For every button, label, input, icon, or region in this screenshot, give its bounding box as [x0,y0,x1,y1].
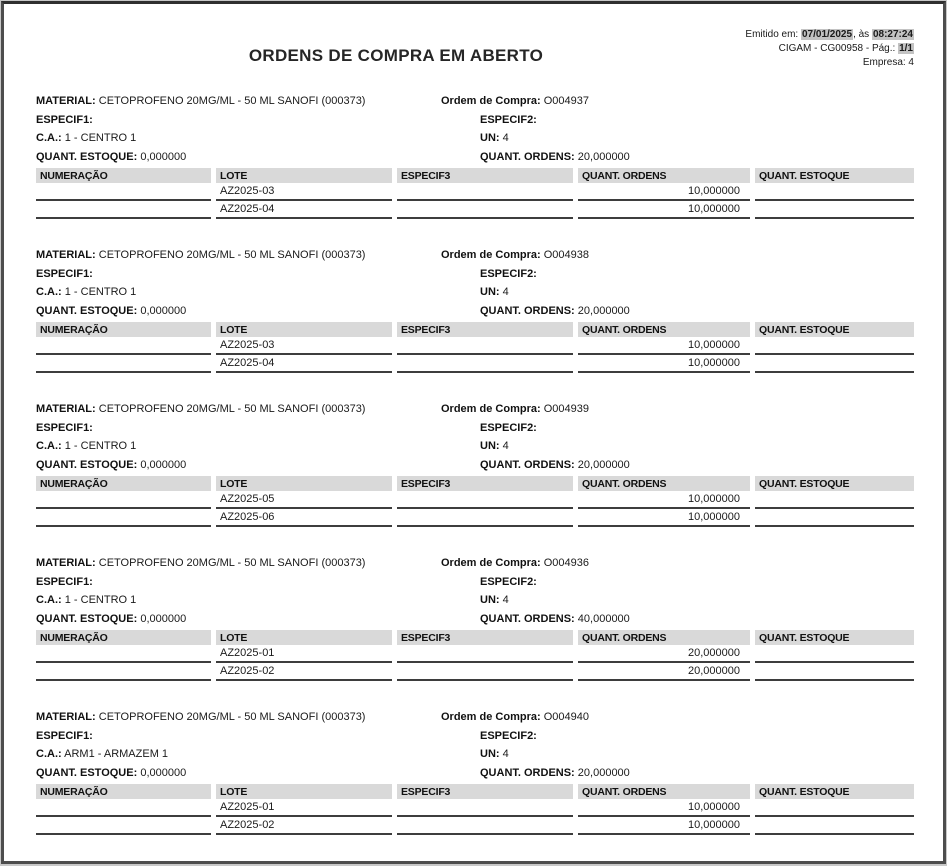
column-header-lote: LOTE [216,784,392,799]
ordem-de-compra-field [441,246,914,265]
report-page [1,1,946,864]
un-value: 4 [502,440,509,452]
report-header [36,4,914,70]
cell-quant-estoque [755,337,914,355]
table-row [36,183,914,201]
quant-ordens-field [441,764,914,783]
material-value: CETOPROFENO 20MG/ML - 50 ML SANOFI (000373) [98,711,366,723]
ca-field [36,591,441,610]
quant-estoque-field [36,764,441,783]
material-value: CETOPROFENO 20MG/ML - 50 ML SANOFI (000373) [98,249,366,261]
column-header-lote: LOTE [216,322,392,337]
cell-quant-estoque [755,663,914,681]
ordem-de-compra-label: Ordem de Compra: [441,403,541,415]
emitted-middle: , às [853,29,872,40]
cell-especif3 [397,663,573,681]
material-value: CETOPROFENO 20MG/ML - 50 ML SANOFI (000373) [98,95,366,107]
lots-table-header [36,784,914,799]
quant-ordens-label: QUANT. ORDENS: [480,766,575,779]
especif1-field [36,727,441,746]
ordem-de-compra-value: O004938 [543,249,589,261]
un-field [441,129,914,148]
cell-numeracao [36,337,211,355]
quant-estoque-label: QUANT. ESTOQUE: [36,612,138,625]
emitted-timestamp [716,28,914,42]
column-header-especif3: ESPECIF3 [397,784,573,799]
cell-quant-estoque [755,817,914,835]
material-field [36,708,441,727]
ordem-de-compra-label: Ordem de Compra: [441,249,541,261]
material-label: MATERIAL: [36,249,96,261]
column-header-lote: LOTE [216,476,392,491]
lots-table [36,630,914,681]
material-field [36,92,441,111]
un-value: 4 [502,748,509,760]
ca-value: ARM1 - ARMAZEM 1 [64,748,169,760]
right-fields [441,92,914,166]
cell-quant-ordens: 10,000000 [578,491,750,509]
cell-quant-estoque [755,183,914,201]
order-fields [36,92,914,166]
cell-quant-ordens: 10,000000 [578,183,750,201]
quant-estoque-value: 0,000000 [140,304,187,317]
especif1-label: ESPECIF1: [36,267,93,280]
lots-table [36,784,914,835]
ca-label: C.A.: [36,440,62,452]
column-header-especif3: ESPECIF3 [397,168,573,183]
cell-numeracao [36,509,211,527]
quant-ordens-value: 20,000000 [577,150,630,163]
quant-estoque-label: QUANT. ESTOQUE: [36,458,138,471]
un-field [441,591,914,610]
un-value: 4 [502,594,509,606]
ca-label: C.A.: [36,594,62,606]
un-label: UN: [480,748,500,760]
cell-quant-ordens: 10,000000 [578,817,750,835]
quant-estoque-field [36,148,441,167]
column-header-quant-ordens: QUANT. ORDENS [578,168,750,183]
order-fields [36,400,914,474]
column-header-quant-estoque: QUANT. ESTOQUE [755,322,914,337]
column-header-quant-estoque: QUANT. ESTOQUE [755,168,914,183]
cell-especif3 [397,201,573,219]
especif2-field [441,727,914,746]
ca-field [36,283,441,302]
order-section [36,246,914,373]
ordem-de-compra-value: O004940 [543,711,589,723]
ordem-de-compra-field [441,92,914,111]
cell-especif3 [397,337,573,355]
quant-ordens-field [441,148,914,167]
material-label: MATERIAL: [36,711,96,723]
cell-quant-ordens: 20,000000 [578,645,750,663]
column-header-lote: LOTE [216,630,392,645]
ordem-de-compra-label: Ordem de Compra: [441,711,541,723]
quant-estoque-value: 0,000000 [140,612,187,625]
material-field [36,246,441,265]
cell-numeracao [36,645,211,663]
ca-label: C.A.: [36,132,62,144]
lots-table-header [36,630,914,645]
column-header-especif3: ESPECIF3 [397,630,573,645]
material-label: MATERIAL: [36,557,96,569]
order-fields [36,554,914,628]
cell-especif3 [397,799,573,817]
cell-especif3 [397,183,573,201]
column-header-numeracao: NUMERAÇÃO [36,784,211,799]
material-label: MATERIAL: [36,95,96,107]
quant-estoque-field [36,610,441,629]
table-row [36,645,914,663]
left-fields [36,246,441,320]
un-label: UN: [480,286,500,298]
table-row [36,663,914,681]
table-row [36,355,914,373]
lots-table-header [36,476,914,491]
cell-quant-ordens: 10,000000 [578,509,750,527]
table-row [36,509,914,527]
quant-ordens-field [441,302,914,321]
quant-ordens-label: QUANT. ORDENS: [480,612,575,625]
cell-numeracao [36,817,211,835]
column-header-quant-estoque: QUANT. ESTOQUE [755,476,914,491]
left-fields [36,92,441,166]
ca-value: 1 - CENTRO 1 [64,594,137,606]
right-fields [441,708,914,782]
cell-lote: AZ2025-05 [216,491,392,509]
cell-lote: AZ2025-03 [216,337,392,355]
ca-label: C.A.: [36,748,62,760]
cell-especif3 [397,355,573,373]
especif2-field [441,573,914,592]
quant-estoque-value: 0,000000 [140,458,187,471]
cell-quant-estoque [755,355,914,373]
column-header-quant-ordens: QUANT. ORDENS [578,784,750,799]
company-number: Empresa: 4 [862,57,914,68]
un-label: UN: [480,132,500,144]
cell-especif3 [397,491,573,509]
cell-quant-ordens: 10,000000 [578,799,750,817]
especif1-field [36,111,441,130]
cell-numeracao [36,201,211,219]
cell-quant-estoque [755,201,914,219]
un-field [441,283,914,302]
order-section [36,554,914,681]
ordem-de-compra-field [441,400,914,419]
cell-especif3 [397,645,573,663]
especif2-field [441,265,914,284]
un-value: 4 [502,132,509,144]
right-fields [441,246,914,320]
especif2-label: ESPECIF2: [480,575,537,588]
right-fields [441,554,914,628]
especif2-label: ESPECIF2: [480,267,537,280]
ordem-de-compra-value: O004936 [543,557,589,569]
especif2-label: ESPECIF2: [480,113,537,126]
lots-table [36,476,914,527]
cell-numeracao [36,355,211,373]
column-header-lote: LOTE [216,168,392,183]
material-value: CETOPROFENO 20MG/ML - 50 ML SANOFI (000373) [98,557,366,569]
material-field [36,554,441,573]
cell-quant-ordens: 10,000000 [578,355,750,373]
left-fields [36,400,441,474]
system-line-prefix: CIGAM - CG00958 - Pág.: [778,43,899,54]
ca-value: 1 - CENTRO 1 [64,440,137,452]
ordem-de-compra-label: Ordem de Compra: [441,95,541,107]
quant-estoque-value: 0,000000 [140,766,187,779]
cell-lote: AZ2025-04 [216,355,392,373]
especif1-label: ESPECIF1: [36,575,93,588]
emitted-prefix: Emitido em: [745,29,801,40]
un-field [441,745,914,764]
report-id-page [716,42,914,56]
order-section [36,708,914,835]
column-header-especif3: ESPECIF3 [397,322,573,337]
cell-numeracao [36,183,211,201]
ordem-de-compra-value: O004939 [543,403,589,415]
lots-table [36,168,914,219]
lots-table-header [36,322,914,337]
especif2-label: ESPECIF2: [480,421,537,434]
ca-value: 1 - CENTRO 1 [64,132,137,144]
lots-table [36,322,914,373]
quant-ordens-label: QUANT. ORDENS: [480,304,575,317]
cell-quant-ordens: 10,000000 [578,201,750,219]
title-zone [36,28,716,70]
table-row [36,491,914,509]
quant-ordens-field [441,610,914,629]
material-label: MATERIAL: [36,403,96,415]
cell-quant-ordens: 10,000000 [578,337,750,355]
table-row [36,817,914,835]
order-fields [36,246,914,320]
material-field [36,400,441,419]
cell-lote: AZ2025-04 [216,201,392,219]
order-fields [36,708,914,782]
column-header-numeracao: NUMERAÇÃO [36,476,211,491]
quant-estoque-field [36,302,441,321]
column-header-quant-estoque: QUANT. ESTOQUE [755,784,914,799]
cell-lote: AZ2025-06 [216,509,392,527]
table-row [36,799,914,817]
column-header-numeracao: NUMERAÇÃO [36,168,211,183]
cell-numeracao [36,663,211,681]
order-section [36,400,914,527]
quant-estoque-label: QUANT. ESTOQUE: [36,766,138,779]
cell-lote: AZ2025-01 [216,799,392,817]
ordem-de-compra-field [441,708,914,727]
emitted-date-highlight: 07/01/2025 [802,29,853,40]
cell-numeracao [36,491,211,509]
ca-field [36,437,441,456]
cell-quant-estoque [755,491,914,509]
quant-estoque-label: QUANT. ESTOQUE: [36,150,138,163]
ca-label: C.A.: [36,286,62,298]
cell-lote: AZ2025-03 [216,183,392,201]
quant-ordens-value: 20,000000 [577,766,630,779]
quant-ordens-label: QUANT. ORDENS: [480,458,575,471]
table-row [36,337,914,355]
ordem-de-compra-value: O004937 [543,95,589,107]
column-header-quant-ordens: QUANT. ORDENS [578,322,750,337]
cell-lote: AZ2025-02 [216,817,392,835]
especif1-field [36,265,441,284]
material-value: CETOPROFENO 20MG/ML - 50 ML SANOFI (000373) [98,403,366,415]
cell-lote: AZ2025-01 [216,645,392,663]
report-body [36,92,914,835]
column-header-quant-ordens: QUANT. ORDENS [578,630,750,645]
report-title: ORDENS DE COMPRA EM ABERTO [248,46,544,65]
ca-field [36,129,441,148]
ca-value: 1 - CENTRO 1 [64,286,137,298]
report-meta [716,28,914,70]
especif1-label: ESPECIF1: [36,113,93,126]
column-header-quant-ordens: QUANT. ORDENS [578,476,750,491]
quant-ordens-value: 20,000000 [577,458,630,471]
right-fields [441,400,914,474]
un-field [441,437,914,456]
order-section [36,92,914,219]
quant-ordens-label: QUANT. ORDENS: [480,150,575,163]
quant-ordens-field [441,456,914,475]
especif2-field [441,111,914,130]
left-fields [36,708,441,782]
lots-table-header [36,168,914,183]
especif2-label: ESPECIF2: [480,729,537,742]
page-number-highlight: 1/1 [899,43,913,54]
column-header-especif3: ESPECIF3 [397,476,573,491]
column-header-quant-estoque: QUANT. ESTOQUE [755,630,914,645]
quant-ordens-value: 40,000000 [577,612,630,625]
cell-especif3 [397,509,573,527]
quant-estoque-field [36,456,441,475]
especif1-field [36,419,441,438]
especif1-label: ESPECIF1: [36,421,93,434]
ordem-de-compra-label: Ordem de Compra: [441,557,541,569]
cell-quant-estoque [755,509,914,527]
column-header-numeracao: NUMERAÇÃO [36,630,211,645]
cell-quant-ordens: 20,000000 [578,663,750,681]
un-value: 4 [502,286,509,298]
cell-lote: AZ2025-02 [216,663,392,681]
especif1-field [36,573,441,592]
especif1-label: ESPECIF1: [36,729,93,742]
cell-quant-estoque [755,645,914,663]
especif2-field [441,419,914,438]
un-label: UN: [480,440,500,452]
quant-estoque-value: 0,000000 [140,150,187,163]
cell-especif3 [397,817,573,835]
emitted-time-highlight: 08:27:24 [872,29,913,40]
left-fields [36,554,441,628]
quant-ordens-value: 20,000000 [577,304,630,317]
ca-field [36,745,441,764]
cell-numeracao [36,799,211,817]
un-label: UN: [480,594,500,606]
table-row [36,201,914,219]
column-header-numeracao: NUMERAÇÃO [36,322,211,337]
quant-estoque-label: QUANT. ESTOQUE: [36,304,138,317]
cell-quant-estoque [755,799,914,817]
ordem-de-compra-field [441,554,914,573]
